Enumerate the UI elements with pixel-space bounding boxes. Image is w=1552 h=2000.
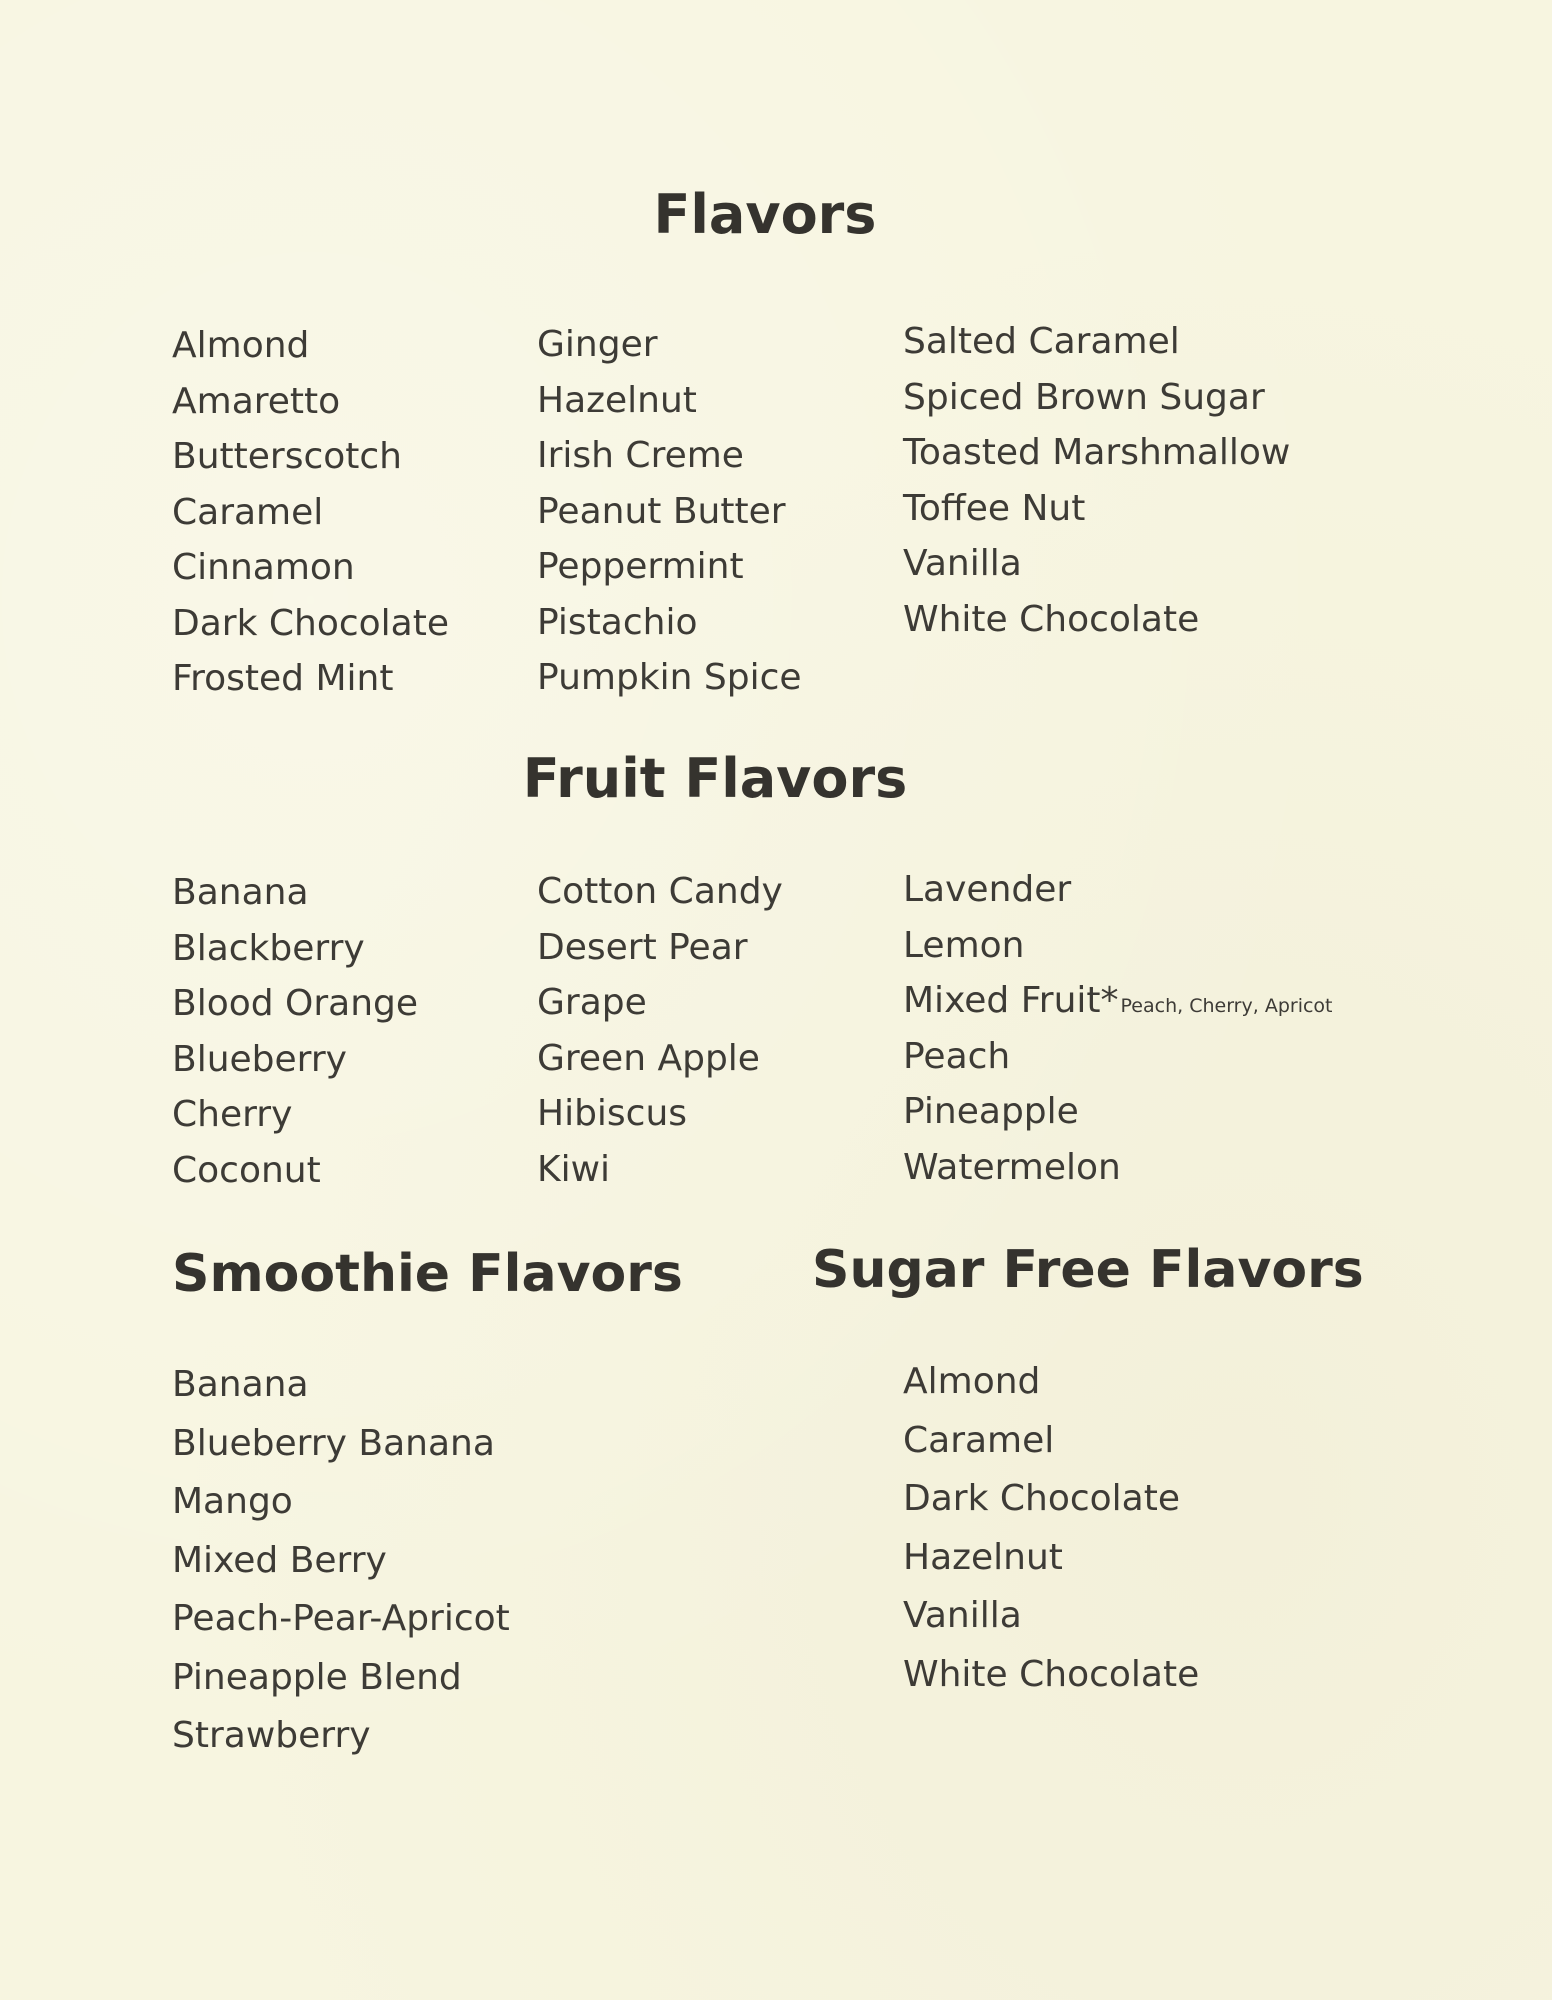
list-item: Peanut Butter — [537, 490, 786, 532]
list-item: Hazelnut — [537, 379, 697, 421]
list-item: Dark Chocolate — [903, 1478, 1180, 1519]
list-item: Pumpkin Spice — [537, 657, 802, 698]
list-item: Pineapple Blend — [172, 1656, 462, 1698]
list-item: Cherry — [172, 1094, 293, 1135]
list-item: Mango — [172, 1481, 293, 1522]
list-item: Banana — [172, 1364, 309, 1405]
list-item: Lavender — [903, 869, 1072, 910]
list-item: Coconut — [172, 1149, 321, 1191]
list-item: Irish Creme — [537, 435, 744, 476]
list-item: Toffee Nut — [903, 487, 1086, 529]
list-item: Blueberry — [172, 1038, 347, 1080]
flavors-column-3 — [903, 314, 1290, 647]
list-item: Vanilla — [903, 1595, 1022, 1636]
fruit-column-1 — [172, 865, 418, 1198]
list-item: Almond — [172, 325, 310, 366]
list-item: White Chocolate — [903, 1653, 1200, 1695]
list-item: Cotton Candy — [537, 871, 783, 912]
list-item: Kiwi — [537, 1148, 611, 1190]
fruit-column-3 — [903, 862, 1333, 1195]
list-item: Strawberry — [172, 1715, 371, 1756]
mixed-fruit-label: Mixed Fruit* — [903, 980, 1119, 1021]
mixed-fruit-note: Peach, Cherry, Apricot — [1120, 995, 1333, 1017]
list-item: Lemon — [903, 924, 1025, 966]
list-item: Mixed Berry — [172, 1539, 387, 1581]
list-item: Spiced Brown Sugar — [903, 376, 1265, 418]
list-item: Ginger — [537, 324, 658, 365]
list-item: Cinnamon — [172, 547, 355, 588]
list-item: Butterscotch — [172, 436, 402, 477]
list-item: Banana — [172, 872, 309, 913]
fruit-column-2 — [537, 864, 783, 1197]
list-item: Peach — [903, 1035, 1011, 1077]
list-item-mixed-fruit — [903, 973, 1333, 1029]
list-item: Caramel — [903, 1419, 1055, 1461]
list-item: Peppermint — [537, 546, 744, 587]
list-item: Hazelnut — [903, 1536, 1063, 1578]
list-item: Pineapple — [903, 1091, 1079, 1132]
list-item: Pistachio — [537, 601, 698, 643]
list-item: Watermelon — [903, 1146, 1121, 1188]
flavors-column-1 — [172, 318, 449, 707]
sugar-free-list — [903, 1353, 1199, 1704]
sugar-free-flavors-heading: Sugar Free Flavors — [812, 1240, 1364, 1300]
list-item: Green Apple — [537, 1037, 760, 1079]
list-item: Blueberry Banana — [172, 1422, 495, 1464]
list-item: Toasted Marshmallow — [903, 432, 1291, 473]
smoothie-flavors-heading: Smoothie Flavors — [172, 1244, 683, 1304]
list-item: Peach-Pear-Apricot — [172, 1598, 510, 1639]
flavors-heading: Flavors — [653, 183, 877, 246]
list-item: Caramel — [172, 491, 324, 533]
smoothie-list — [172, 1356, 510, 1766]
list-item: Desert Pear — [537, 926, 748, 968]
list-item: Blackberry — [172, 927, 365, 969]
list-item: Dark Chocolate — [172, 602, 449, 644]
fruit-flavors-heading: Fruit Flavors — [522, 747, 908, 810]
list-item: Blood Orange — [172, 983, 419, 1024]
list-item: Salted Caramel — [903, 321, 1180, 362]
flavors-column-2 — [537, 317, 802, 706]
list-item: Grape — [537, 982, 647, 1023]
list-item: Almond — [903, 1361, 1041, 1402]
list-item: Amaretto — [172, 380, 341, 422]
list-item: Hibiscus — [537, 1093, 688, 1134]
list-item: White Chocolate — [903, 598, 1200, 640]
list-item: Vanilla — [903, 543, 1022, 584]
list-item: Frosted Mint — [172, 658, 394, 699]
